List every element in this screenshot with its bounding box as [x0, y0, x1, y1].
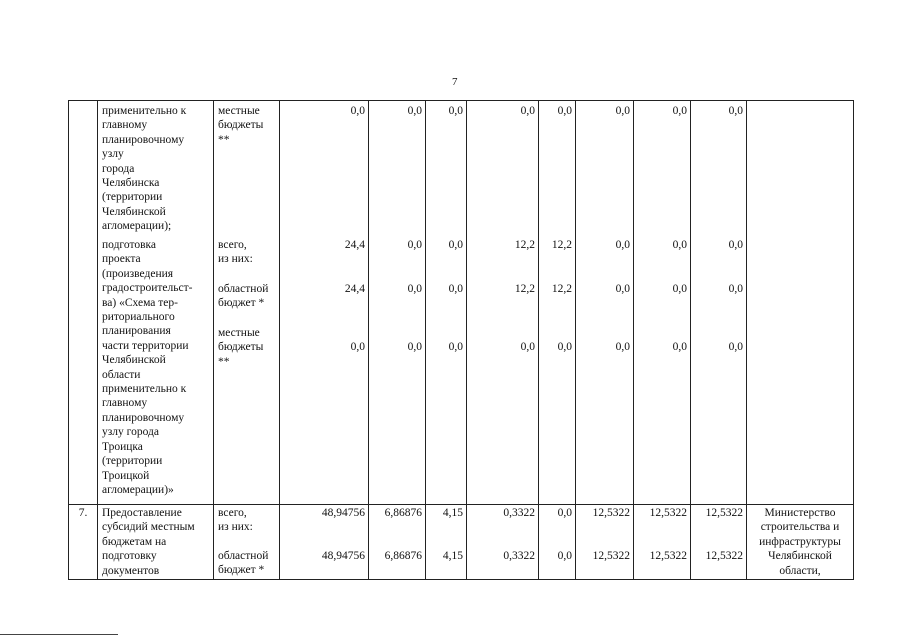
continuation-value-7: 0,0 — [728, 105, 743, 117]
project-regional-value-5: 0,0 — [615, 283, 630, 295]
item7-total-value-1: 6,86876 — [384, 507, 422, 519]
project-local-value-1: 0,0 — [407, 341, 422, 353]
item7-regional-value-7: 12,5322 — [705, 550, 743, 562]
project-local-value-4: 0,0 — [557, 341, 572, 353]
item7-total-value-2: 4,15 — [442, 507, 463, 519]
item7-source-total: всего, из них: — [218, 507, 253, 534]
col-divider-11 — [746, 100, 747, 580]
project-local-value-3: 0,0 — [520, 341, 535, 353]
continuation-value-4: 0,0 — [557, 105, 572, 117]
project-total-value-7: 0,0 — [728, 239, 743, 251]
col-divider-2 — [213, 100, 214, 580]
project-regional-value-6: 0,0 — [672, 283, 687, 295]
continuation-source: местные бюджеты ** — [218, 105, 264, 146]
project-regional-value-2: 0,0 — [448, 283, 463, 295]
project-total-value-1: 0,0 — [407, 239, 422, 251]
project-total-value-2: 0,0 — [448, 239, 463, 251]
row-divider-item7 — [68, 504, 854, 505]
item7-regional-value-0: 48,94756 — [321, 550, 365, 562]
item7-total-value-4: 0,0 — [557, 507, 572, 519]
continuation-value-5: 0,0 — [615, 105, 630, 117]
continuation-description: применительно к главному планировочному узлу города Челябинска (территории Челябинской агломерации); — [102, 105, 187, 233]
project-source-regional: областной бюджет * — [218, 283, 269, 310]
continuation-value-0: 0,0 — [350, 105, 365, 117]
project-regional-value-7: 0,0 — [728, 283, 743, 295]
item7-regional-value-5: 12,5322 — [592, 550, 630, 562]
item7-total-value-5: 12,5322 — [592, 507, 630, 519]
item7-regional-value-3: 0,3322 — [503, 550, 535, 562]
item7-regional-value-4: 0,0 — [557, 550, 572, 562]
item7-regional-value-1: 6,86876 — [384, 550, 422, 562]
item7-regional-value-2: 4,15 — [442, 550, 463, 562]
project-total-value-6: 0,0 — [672, 239, 687, 251]
col-divider-0 — [68, 100, 69, 580]
item7-description: Предоставление субсидий местным бюджетам на подготовку документов — [102, 507, 195, 577]
project-regional-value-3: 12,2 — [514, 283, 535, 295]
project-local-value-0: 0,0 — [350, 341, 365, 353]
item7-responsible-ministry: Министерство строительства и инфраструктуры Челябинской области, — [759, 507, 841, 577]
project-local-value-6: 0,0 — [672, 341, 687, 353]
project-description: подготовка проекта (произведения градостроительст- ва) «Схема тер- риториального планирования части территории Челябинской области применительно к главному планировочному узлу города Троицка (территории Троицкой агломерации)» — [102, 239, 193, 496]
project-source-local: местные бюджеты ** — [218, 327, 264, 368]
continuation-value-1: 0,0 — [407, 105, 422, 117]
item7-number: 7. — [78, 507, 88, 519]
project-total-value-3: 12,2 — [514, 239, 535, 251]
project-regional-value-4: 12,2 — [551, 283, 572, 295]
continuation-value-2: 0,0 — [448, 105, 463, 117]
continuation-value-3: 0,0 — [520, 105, 535, 117]
col-divider-12 — [853, 100, 854, 580]
item7-source-regional: областной бюджет * — [218, 550, 269, 577]
continuation-value-6: 0,0 — [672, 105, 687, 117]
project-total-value-0: 24,4 — [344, 239, 365, 251]
item7-total-value-7: 12,5322 — [705, 507, 743, 519]
project-source-total: всего, из них: — [218, 239, 253, 266]
item7-total-value-3: 0,3322 — [503, 507, 535, 519]
page-number: 7 — [452, 76, 458, 88]
project-regional-value-1: 0,0 — [407, 283, 422, 295]
col-divider-1 — [97, 100, 98, 580]
project-total-value-4: 12,2 — [551, 239, 572, 251]
project-local-value-2: 0,0 — [448, 341, 463, 353]
project-regional-value-0: 24,4 — [344, 283, 365, 295]
project-local-value-5: 0,0 — [615, 341, 630, 353]
project-local-value-7: 0,0 — [728, 341, 743, 353]
row-divider-top — [68, 100, 854, 101]
item7-regional-value-6: 12,5322 — [649, 550, 687, 562]
footnote-rule — [0, 634, 118, 635]
project-total-value-5: 0,0 — [615, 239, 630, 251]
item7-total-value-6: 12,5322 — [649, 507, 687, 519]
budget-table — [68, 100, 854, 580]
row-divider-bottom — [68, 579, 854, 580]
item7-total-value-0: 48,94756 — [321, 507, 365, 519]
